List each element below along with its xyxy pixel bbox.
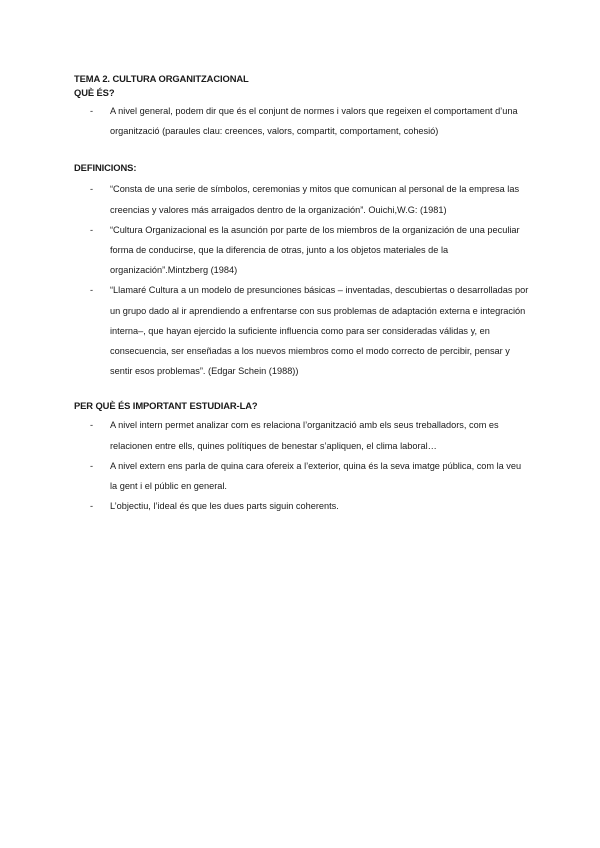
- list-item: [74, 101, 529, 141]
- list-item-text: A nivel intern permet analizar com es relaciona l’organització amb els seus treballadors, com es relacionen entre ells, quines polítiques de benestar s’apliquen, el clima laboral…: [110, 420, 499, 451]
- section-heading: PER QUÈ ÉS IMPORTANT ESTUDIAR-LA?: [74, 400, 258, 412]
- bullet-list: [74, 179, 529, 381]
- section-heading: DEFINICIONS:: [74, 162, 137, 174]
- list-item-text: A nivel extern ens parla de quina cara ofereix a l’exterior, quina és la seva imatge pública, com la veu la gent i el públic en general.: [110, 460, 522, 492]
- list-item-text: A nivel general, podem dir que és el conjunt de normes i valors que regeixen el comportament d’una organització (paraules clau: creences, valors, compartit, comportament, cohesió): [110, 106, 518, 137]
- list-item-text: L’objectiu, l’ideal és que les dues parts siguin coherents.: [110, 501, 339, 512]
- list-item: [74, 496, 529, 516]
- bullet-dash: -: [90, 184, 94, 195]
- bullet-dash: -: [90, 106, 94, 116]
- document-title: TEMA 2. CULTURA ORGANITZACIONAL: [74, 73, 249, 84]
- bullet-list: [74, 415, 529, 516]
- list-item-text: “Consta de una serie de símbolos, ceremonias y mitos que comunican al personal de la empresa las creencias y valores más arraigados dentro de la organización”. Ouichi,W.G: (1981): [110, 184, 520, 215]
- section-heading: QUÈ ÉS?: [74, 87, 115, 98]
- list-item-text: “Cultura Organizacional es la asunción por parte de los miembros de la organización de una peculiar forma de conducirse, que la diferencia de otras, junto a los objetos materiales de la organización”.Mintzberg (1984): [110, 224, 520, 276]
- bullet-list: [74, 101, 529, 141]
- bullet-dash: -: [90, 224, 94, 235]
- bullet-dash: -: [90, 285, 94, 296]
- section-definicions: [74, 161, 529, 381]
- bullet-dash: -: [90, 420, 94, 431]
- list-item: [74, 179, 529, 219]
- bullet-dash: -: [90, 501, 94, 512]
- list-item: [74, 280, 529, 381]
- list-item: [74, 456, 529, 496]
- list-item: [74, 415, 529, 455]
- section-per-que-es-important: [74, 399, 529, 516]
- list-item-text: “Llamaré Cultura a un modelo de presunciones básicas – inventadas, descubiertas o desarrolladas por un grupo dado al ir aprendiendo a enfrentarse con sus problemas de adaptación externa e integración interna–, que hayan ejercido la suficiente influencia como para ser consideradas válidas y, en consecuencia, ser enseñadas a los nuevos miembros como el modo correcto de percibir, pensar y sentir esos problemas”. (Edgar Schein (1988)): [110, 285, 529, 377]
- bullet-dash: -: [90, 460, 94, 471]
- section-que-es: [74, 86, 529, 141]
- list-item: [74, 220, 529, 281]
- document-content: [74, 72, 529, 516]
